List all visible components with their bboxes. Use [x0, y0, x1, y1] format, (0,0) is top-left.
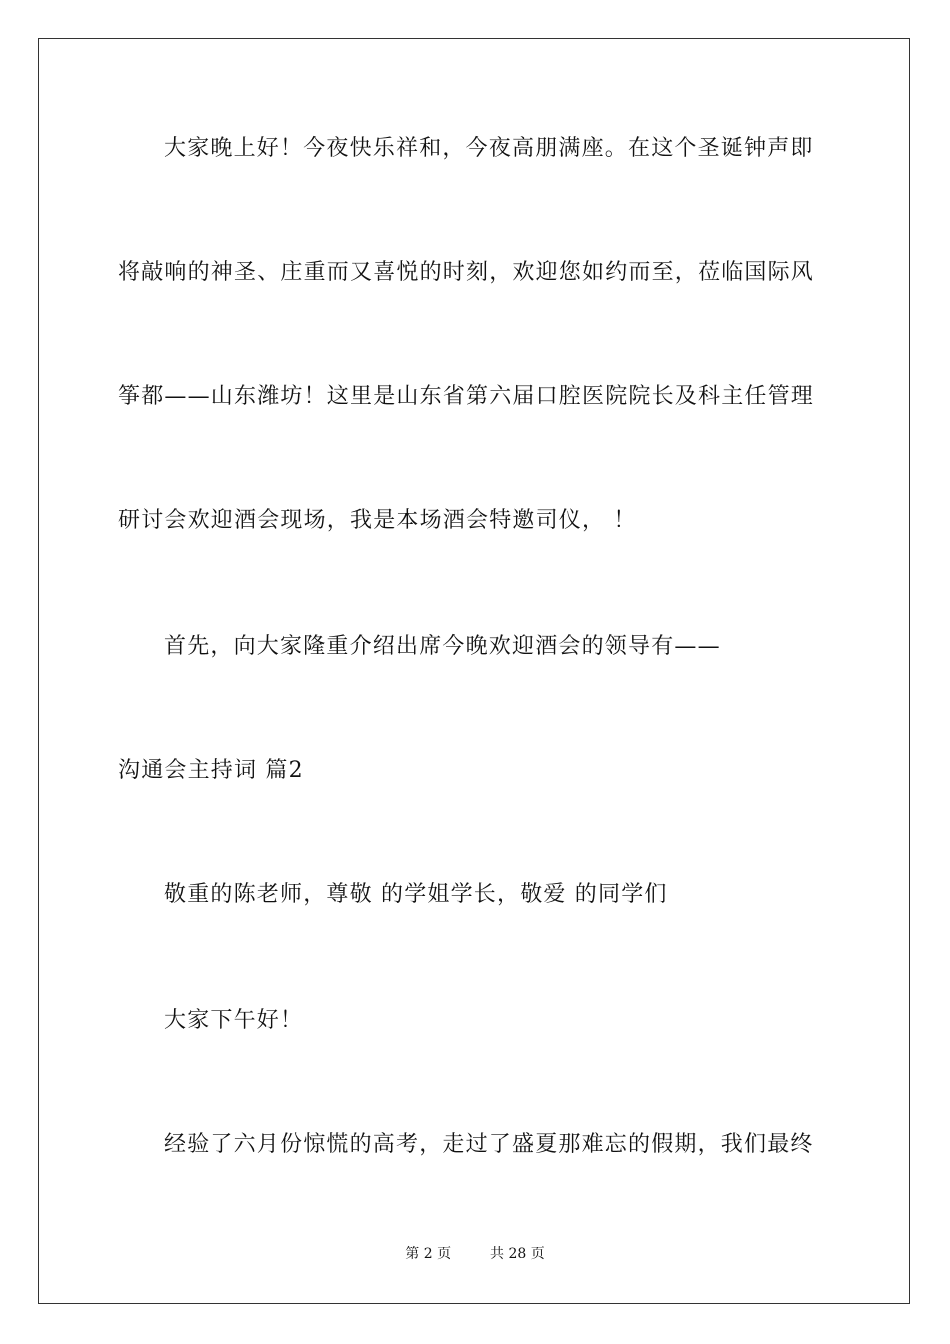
- page-border: [38, 38, 910, 1304]
- paragraph-line-5: 首先，向大家隆重介绍出席今晚欢迎酒会的领导有——: [164, 634, 721, 659]
- paragraph-line-4: 研讨会欢迎酒会现场，我是本场酒会特邀司仪， ！: [118, 508, 637, 533]
- paragraph-line-6: 敬重的陈老师，尊敬 的学姐学长，敬爱 的同学们: [164, 882, 668, 907]
- page-footer: [0, 1244, 950, 1264]
- page-total: 共 28 页: [490, 1246, 545, 1262]
- page-number: 第 2 页: [405, 1246, 452, 1262]
- paragraph-line-8: 经验了六月份惊慌的高考，走过了盛夏那难忘的假期，我们最终: [164, 1132, 814, 1157]
- paragraph-line-1: 大家晚上好！今夜快乐祥和，今夜高朋满座。在这个圣诞钟声即: [164, 136, 814, 161]
- paragraph-line-3: 筝都——山东潍坊！这里是山东省第六届口腔医院院长及科主任管理: [118, 384, 815, 409]
- section-heading: 沟通会主持词 篇2: [118, 758, 304, 783]
- paragraph-line-2: 将敲响的神圣、庄重而又喜悦的时刻，欢迎您如约而至，莅临国际风: [118, 260, 815, 285]
- paragraph-line-7: 大家下午好！: [164, 1008, 304, 1033]
